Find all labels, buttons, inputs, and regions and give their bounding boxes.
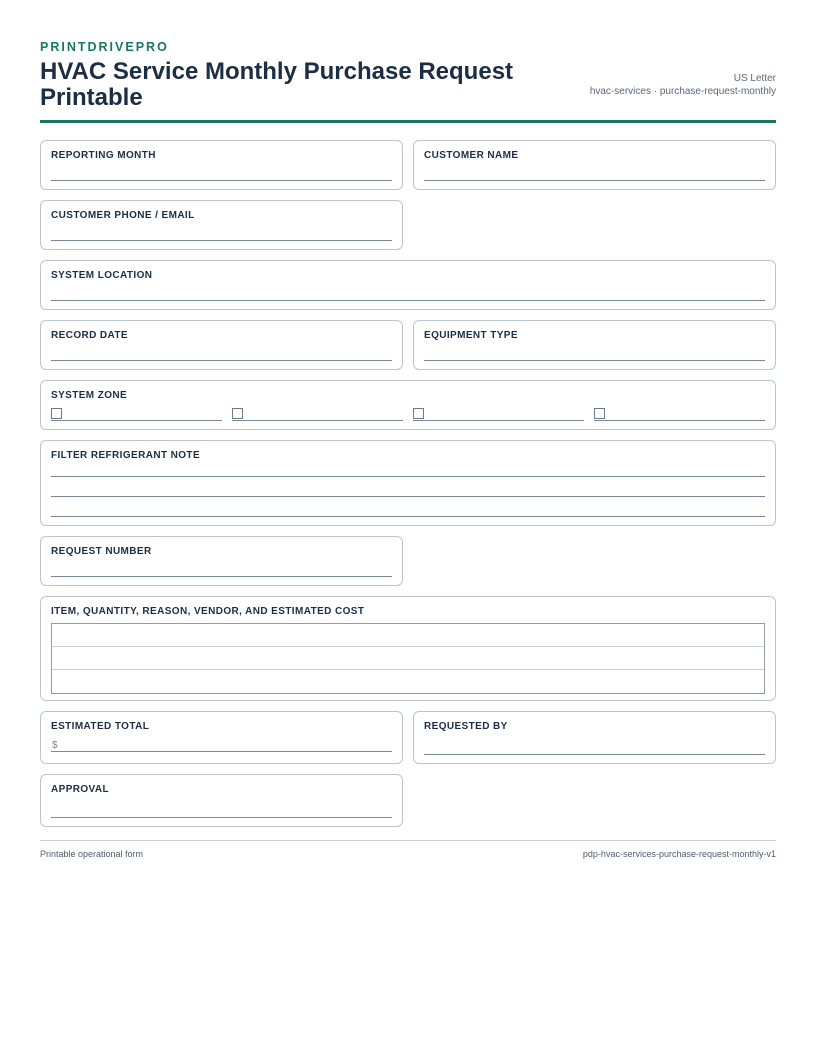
checkbox[interactable] — [413, 408, 424, 419]
equipment-type-field[interactable] — [413, 320, 776, 370]
field-label: SYSTEM ZONE — [51, 390, 128, 401]
zone-option[interactable] — [594, 407, 765, 421]
items-table — [51, 623, 765, 694]
grid-spacer — [413, 536, 776, 586]
request-number-field[interactable] — [40, 536, 403, 586]
write-line[interactable] — [424, 180, 765, 181]
form-grid — [40, 140, 776, 827]
field-label: REQUESTED BY — [424, 721, 508, 732]
field-label: SYSTEM LOCATION — [51, 270, 153, 281]
checkbox[interactable] — [594, 408, 605, 419]
items-table-field — [40, 596, 776, 701]
page-meta — [590, 72, 776, 111]
checkbox[interactable] — [51, 408, 62, 419]
write-line[interactable] — [424, 360, 765, 361]
record-date-field[interactable] — [40, 320, 403, 370]
zone-options — [51, 407, 765, 421]
write-line[interactable] — [51, 180, 392, 181]
customer-name-field[interactable] — [413, 140, 776, 190]
table-row[interactable] — [52, 624, 764, 647]
field-label: CUSTOMER PHONE / EMAIL — [51, 210, 195, 221]
header-rule — [40, 120, 776, 123]
write-line[interactable] — [51, 240, 392, 241]
grid-spacer — [413, 774, 776, 827]
field-label: EQUIPMENT TYPE — [424, 330, 518, 341]
write-line[interactable] — [51, 476, 765, 477]
footer-right: pdp-hvac-services-purchase-request-monthly-v1 — [582, 849, 776, 859]
header — [40, 59, 776, 111]
write-line[interactable] — [51, 516, 765, 517]
field-label: ITEM, QUANTITY, REASON, VENDOR, AND ESTIMATED COST — [51, 606, 365, 617]
footer-left: Printable operational form — [40, 849, 144, 859]
customer-contact-field[interactable] — [40, 200, 403, 250]
system-location-field[interactable] — [40, 260, 776, 310]
form-slug: hvac-services · purchase-request-monthly — [589, 86, 776, 97]
field-label: REPORTING MONTH — [51, 150, 156, 161]
system-zone-field — [40, 380, 776, 430]
write-line[interactable] — [424, 754, 765, 755]
field-label: ESTIMATED TOTAL — [51, 721, 150, 732]
write-line[interactable] — [51, 360, 392, 361]
table-row[interactable] — [52, 670, 764, 693]
page-footer — [40, 840, 776, 860]
table-row[interactable] — [52, 647, 764, 670]
currency-prefix: $ — [52, 740, 58, 751]
reporting-month-field[interactable] — [40, 140, 403, 190]
grid-spacer — [413, 200, 776, 250]
paper-size: US Letter — [733, 73, 776, 84]
write-line[interactable] — [51, 751, 392, 752]
zone-option[interactable] — [413, 407, 584, 421]
write-line[interactable] — [51, 817, 392, 818]
zone-option[interactable] — [51, 407, 222, 421]
field-label: APPROVAL — [51, 784, 110, 795]
field-label: CUSTOMER NAME — [424, 150, 519, 161]
form-page — [40, 40, 776, 827]
write-line[interactable] — [51, 496, 765, 497]
field-label: REQUEST NUMBER — [51, 546, 152, 557]
page-title: HVAC Service Monthly Purchase Request Printable — [40, 58, 514, 111]
checkbox[interactable] — [232, 408, 243, 419]
estimated-total-field[interactable] — [40, 711, 403, 764]
field-label: FILTER REFRIGERANT NOTE — [51, 450, 201, 461]
write-line[interactable] — [51, 576, 392, 577]
field-label: RECORD DATE — [51, 330, 128, 341]
write-line[interactable] — [51, 300, 765, 301]
filter-refrigerant-note-field[interactable] — [40, 440, 776, 526]
approval-field[interactable] — [40, 774, 403, 827]
requested-by-field[interactable] — [413, 711, 776, 764]
zone-option[interactable] — [232, 407, 403, 421]
brand-name: PRINTDRIVEPRO — [40, 40, 169, 54]
